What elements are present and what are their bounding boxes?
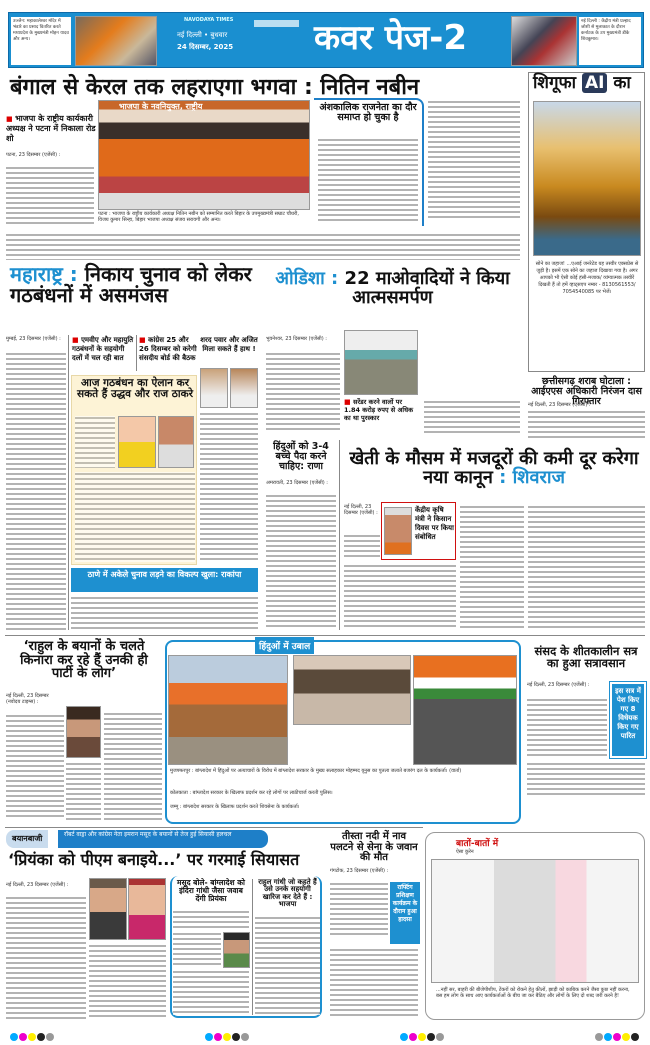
odisha-body (266, 352, 340, 433)
lead-body-row (6, 233, 520, 260)
bullet-congress-text: कांग्रेस 25 और 26 दिसम्बर को करेगी संसदीय बोर्ड की बैठक (139, 336, 197, 362)
lead-dateline: पटना, 23 दिसम्बर (एजेंसी) : (6, 152, 61, 158)
masthead-left-caption: उज्जैन: महाकालेश्वर मंदिर में भंडारे का प्रसाद वितरित करते मध्यप्रदेश के मुख्यमंत्री मोहन यादव और अन्य। (11, 17, 71, 65)
thackeray-headline: आज गठबंधन का ऐलान कर सकते हैं उद्धव और राज ठाकरे (76, 377, 193, 401)
pawar-headline: शरद पवार और अजित मिला सकते हैं हाथ ! (200, 336, 258, 353)
ubaal-caption-1: मुजफ्फरपुर : बांग्लादेश में हिंदुओं पर अत्याचारों के विरोध में बांग्लादेश सरकार के मुख्य सलाहकार मोहम्मद यूनुस का पुतला जलाते बजरंग दल के कार्यकर्ता। (वार्ता) (170, 768, 462, 774)
paper-name: NAVODAYA TIMES (184, 17, 234, 23)
rana-headline: हिंदुओं को 3-4 बच्चे पैदा करने चाहिए: राणा (273, 441, 329, 472)
shivraj-box-text: केंद्रीय कृषि मंत्री ने किसान दिवस पर किया संबोधित (415, 506, 454, 541)
priyanka-body-1 (6, 896, 86, 1019)
priyanka-photo (128, 878, 166, 940)
uddhav-photo (118, 416, 156, 468)
chhattisgarh-headline: छत्तीसगढ़ शराब घोटाला : आईएएस अधिकारी निरंजन दास गिरफ्तार (531, 376, 642, 407)
hindu-ubaal-label: हिंदुओं में उबाल (255, 637, 314, 654)
thackeray-body-a (75, 416, 115, 468)
vadra-photo (89, 878, 127, 940)
page-tag (254, 20, 299, 27)
odisha-headline (265, 270, 520, 308)
registration-marks (10, 1026, 640, 1045)
rahul-body-1 (6, 714, 64, 820)
rana-body (266, 494, 336, 630)
jammu-protest-photo (413, 655, 517, 765)
lead-photo (98, 100, 310, 210)
dateline: नई दिल्ली • बुधवार (177, 31, 228, 39)
ai-badge: AI (582, 73, 607, 93)
shehzad-photo (66, 706, 101, 758)
side-body (318, 138, 418, 224)
masood-headline: मसूद बोले- बांग्लादेश को इंदिरा गांधी जैसा जवाब देंगी प्रियंका (177, 878, 245, 903)
rahul-body-3 (104, 712, 162, 820)
odisha-body-2 (424, 400, 520, 433)
bullet-mva-text: एमवीए और महायुति गठबंधनों के सहयोगी दलों में चल रही बात (72, 336, 134, 362)
sharad-pawar-photo (200, 368, 228, 408)
maharashtra-body (6, 352, 66, 630)
maharashtra-headline (10, 264, 260, 306)
rahul-body-2 (66, 762, 101, 820)
masood-body-3 (173, 970, 249, 1015)
shivraj-accent: : शिवराज (499, 466, 565, 488)
rana-dateline: अमरावती, 23 दिसम्बर (एजेंसी) : (266, 480, 328, 486)
teesta-dateline: गंगटोक, 23 दिसम्बर (एजेंसी) : (330, 868, 389, 874)
teesta-headline: तीस्ता नदी में नाव पलटने से सेना के जवान की मौत (330, 831, 418, 863)
shivraj-box (381, 502, 456, 560)
pawar-body (200, 412, 258, 562)
thackeray-body-b (75, 472, 195, 562)
teesta-box: राफ्टिंग प्रशिक्षण कार्यक्रम के दौरान हुआ हादसा (390, 882, 420, 944)
shivraj-body-1 (344, 534, 380, 558)
shigufa-caption: सोने का जहाज! ...एआई जनरेटेड यह तस्वीर एक्सप्रेस से जुड़ी है। इसमें एक सोने का जहाज दिखाया गया है। अगर आपको भी ऐसी कोई हंसी-मजाक/ व्यंग्यात्मक तस्वीरें दिखती हैं तो हमें व्हाट्सएप नम्बर - 8130561553/ 7054540085 पर भेजें। (535, 261, 639, 295)
priyanka-dateline: नई दिल्ली, 23 दिसम्बर (एजेंसी) : (6, 882, 69, 888)
shivraj-body-3 (460, 505, 524, 630)
cartoon-box (425, 832, 645, 1020)
shivraj-photo (384, 507, 412, 555)
priyanka-body-2 (89, 944, 166, 1019)
sansad-body-1 (527, 698, 607, 758)
cartoon-drawing (431, 859, 639, 983)
kolkata-lathicharge-photo (293, 655, 411, 725)
cartoon-credit: ऐसा कुरेन (456, 849, 474, 855)
rahul-dateline: नई दिल्ली, 23 दिसम्बर (नवोदय टाइम्स) : (6, 693, 49, 705)
lead-headline: बंगाल से केरल तक लहराएगा भगवा : नितिन नबीन (10, 75, 420, 100)
rakanpa-bar (71, 568, 258, 592)
teesta-body-1 (330, 882, 388, 938)
shigufa-title-pre: शिगूफा (533, 73, 577, 93)
lead-sub-text: भाजपा के राष्ट्रीय कार्यकारी अध्यक्ष ने पटना में निकाला रोड शो (6, 114, 96, 143)
odisha-dateline: भुवनेश्वर, 23 दिसम्बर (एजेंसी) : (266, 336, 327, 342)
odisha-headline-text: 22 माओवादियों ने किया आत्मसमर्पण (344, 268, 510, 308)
thackeray-box (71, 375, 197, 565)
golden-ship-image (533, 101, 641, 256)
lead-photo-caption: पटना : भाजपा के राष्ट्रीय कार्यकारी अध्यक्ष नितिन नबीन को सम्मानित करते बिहार के उपमुख्यमंत्री सम्राट चौधरी, विजय कुमार सिन्हा, बिहार भाजपा अध्यक्ष संजय सरावगी और अन्य। (98, 211, 299, 223)
chhattisgarh-dateline: नई दिल्ली, 23 दिसम्बर (एजेंसी) : (528, 402, 591, 408)
odisha-bullet: ■ सरेंडर करने वालों पर 1.84 करोड़ रुपए से अधिक का था पुरस्कार (344, 398, 414, 422)
sansad-headline: संसद के शीतकालीन सत्र का हुआ सत्रावसान (534, 644, 638, 671)
maharashtra-dateline: मुम्बई, 23 दिसम्बर (एजेंसी) : (6, 336, 61, 342)
shivraj-dateline: नई दिल्ली, 23 दिसम्बर (एजेंसी) : (344, 504, 378, 516)
odisha-accent: ओडिशा : (275, 268, 339, 289)
shivraj-body-4 (528, 505, 645, 630)
shigufa-title-post: का (613, 73, 631, 93)
teesta-body-2 (330, 948, 418, 1018)
shivraj-headline (344, 450, 644, 488)
effigy-photo (168, 655, 288, 765)
maharashtra-accent: महाराष्ट्र : (10, 262, 78, 286)
side-headline: अंशकालिक राजनेता का दौर समाप्त हो चुका है (319, 102, 417, 123)
bjp-headline: राहुल गांधी जो कहते हैं उसे उनके सहयोगी खारिज कर देते हैं : भाजपा (258, 878, 317, 909)
masood-body-2 (173, 932, 221, 968)
rakanpa-body (71, 596, 258, 629)
odisha-bullet-text: सरेंडर करने वालों पर 1.84 करोड़ रुपए से अधिक का था पुरस्कार (344, 398, 414, 422)
photo-banner: भाजपा के नवनियुक्त, राष्ट्रीय (119, 102, 203, 111)
sansad-dateline: नई दिल्ली, 23 दिसम्बर (एजेंसी) : (527, 682, 590, 688)
bayanbazi-bar (6, 830, 268, 848)
rahul-headline: ‘राहुल के बयानों के चलते किनारा कर रहे हैं उनकी ही पार्टी के लोग’ (20, 639, 148, 682)
bullet-congress: ■ कांग्रेस 25 और 26 दिसम्बर को करेगी संसदीय बोर्ड की बैठक (139, 336, 197, 362)
priyanka-headline: ‘प्रियंका को पीएम बनाइये...’ पर गरमाई सियासत (8, 850, 300, 869)
masthead-right-caption: नई दिल्ली : केंद्रीय मंत्री प्रल्हाद जोशी से मुलाकात के दौरान कर्नाटक के उप मुख्यमंत्री डीके शिवकुमार। (579, 17, 641, 65)
masthead (8, 12, 644, 68)
shivraj-body-2 (344, 564, 456, 630)
priyanka-kicker: रॉबर्ट वाड्रा और कांग्रेस नेता इमरान मसूद के बयानों से तेज हुई सियासी हलचल (58, 830, 268, 848)
masthead-right-photo (511, 16, 577, 66)
ubaal-caption-3: जम्मू : बांग्लादेश सरकार के खिलाफ प्रदर्शन करते शिवसेना के कार्यकर्ता। (170, 804, 300, 810)
ubaal-caption-2: कोलकाता : बांग्लादेश सरकार के खिलाफ प्रदर्शन कर रहे लोगों पर लाठीचार्ज करती पुलिस। (170, 790, 333, 796)
imran-masood-photo (223, 932, 250, 968)
pawar-box (200, 334, 258, 564)
masthead-left-photo (75, 16, 157, 66)
side-box (314, 98, 424, 226)
issue-date: 24 दिसम्बर, 2025 (177, 43, 234, 51)
cartoon-caption: ...नहीं सर, बाहरी की बीजेपीशीप, टेंकरों को रोकने हेतु कीलों, झाड़ी को काबिक करने जैसा कुछ नहीं करना, बस हम लोग के साथ आए कार्यकर्ताओं के बीच जा कर बैठिए और लोगों के लिए दो शब्द जरी करने है! (436, 987, 630, 999)
masood-body-1 (173, 910, 249, 930)
raj-photo (158, 416, 194, 468)
shigufa-box (528, 72, 645, 372)
shivraj-headline-text: खेती के मौसम में मजदूरों की कमी दूर करेगा नया कानून (349, 448, 639, 488)
maharashtra-headline-text: निकाय चुनाव को लेकर गठबंधनों में असमंजस (10, 262, 252, 307)
lead-body-col1 (6, 166, 94, 226)
ajit-pawar-photo (230, 368, 258, 408)
bjp-body (255, 916, 320, 1015)
lead-body-col-right (428, 100, 520, 220)
page-title: कवर पेज-2 (314, 18, 468, 58)
lead-subheadline: ■ भाजपा के राष्ट्रीय कार्यकारी अध्यक्ष ने पटना में निकाला रोड शो (6, 114, 96, 143)
chhattisgarh-body (528, 410, 645, 438)
sansad-body-2 (527, 762, 645, 796)
shigufa-title (533, 75, 631, 93)
sansad-box: इस सत्र में पेश किए गए 8 विधेयक किए गए पारित (610, 682, 646, 758)
bayanbazi-tag: बयानबाजी (6, 830, 48, 848)
cartoon-title: बातों-बातों में (456, 839, 499, 849)
bullet-mva: ■ एमवीए और महायुति गठबंधनों के सहयोगी दलों में चल रही बात (72, 336, 134, 362)
rakanpa-text: ठाणे में अकेले चुनाव लड़ने का विकल्प खुला: राकांपा (87, 570, 242, 579)
surrender-photo (344, 330, 418, 395)
